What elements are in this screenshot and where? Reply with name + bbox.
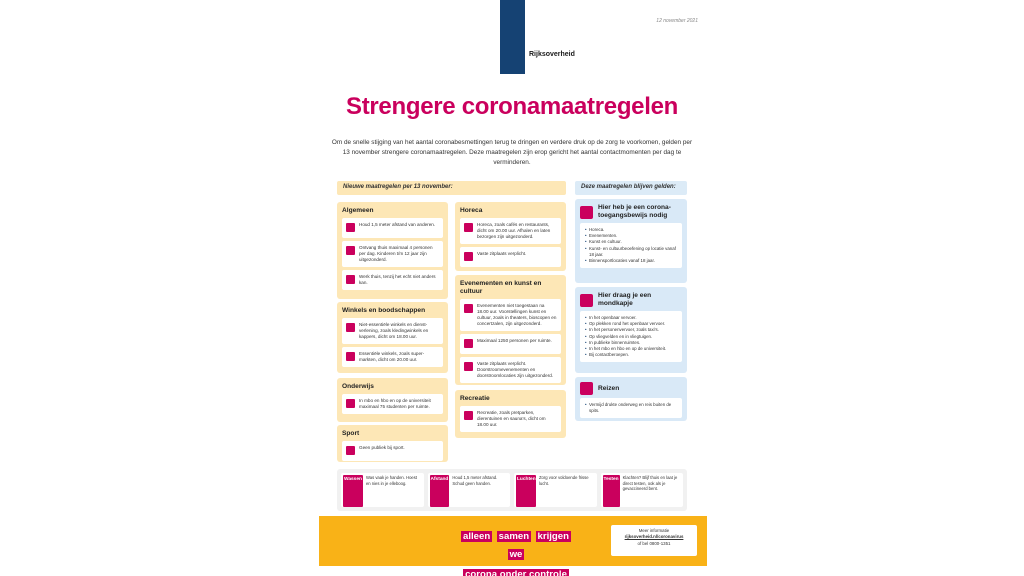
tip-luchten: Luchten Zorg voor voldoende frisse lucht. [514,473,597,507]
travel-list [580,398,682,418]
more-info-label: Meer informatie [638,528,670,533]
card-title: Algemeen [342,207,374,214]
card-mondkapje [575,287,687,373]
list-item: Houd 1,5 meter afstand van anderen. [342,218,443,238]
page-title: Strengere coronamaatregelen [345,93,679,120]
card-title: Hier heb je een corona-toegangsbewijs nodig [580,204,682,220]
card-title: Reizen [580,382,682,395]
list-item: In mbo en hbo en op de universiteit maximaal 75 studenten per ruimte. [342,394,443,414]
card-title: Evenementen en kunst en cultuur [460,280,542,295]
card-title: Horeca [460,207,483,214]
seat-icon [464,252,473,261]
list-item: • Kunst en cultuur. [585,239,677,245]
list-item: Ontvang thuis maximaal 4 personen per dag. Kinderen t/m 12 jaar zijn uitgezonderd. [342,241,443,267]
students-icon [346,399,355,408]
card-winkels [337,302,448,373]
qr-code-icon [580,206,593,219]
list-item: • In publieke binnenruimtes. [585,340,677,346]
card-title: Onderwijs [342,383,374,390]
list-item: • In het mbo en hbo en op de universiteit. [585,346,677,352]
card-reizen [575,377,687,421]
card-horeca [455,202,566,271]
brand-name: Rijksoverheid [529,51,575,58]
document-date: 12 november 2021 [656,18,698,24]
access-pass-list [580,223,682,268]
phone-number: of bel 0800-1351 [637,540,671,546]
list-item: • Evenementen. [585,233,677,239]
list-item: • Horeca. [585,227,677,233]
restaurant-icon [464,223,473,232]
card-onderwijs [337,378,448,422]
slogan [451,525,581,576]
list-item: • In het openbaar vervoer. [585,315,677,321]
card-title: Recreatie [460,395,490,402]
list-item: • Kunst- en cultuurbeoefening op locatie vanaf 18 jaar. [585,246,677,258]
slogan-word: we [509,549,523,560]
list-item: Vaste zitplaats verplicht. Doorstroomevenementen en doorstroomlocaties zijn uitgezonderd. [460,357,561,383]
list-item: • Bij contactberoepen. [585,352,677,358]
list-item: Recreatie, zoals pretparken, dierentuinen en sauna's, dicht om 18.00 uur. [460,406,561,432]
house-icon [346,246,355,255]
list-item: Werk thuis, tenzij het echt niet anders kan. [342,270,443,290]
seat-icon [464,362,473,371]
rijksoverheid-logo-bar [500,0,525,74]
coat-of-arms-icon [1003,50,1022,70]
tip-wassen: Wassen Was vaak je handen. Hoest en nies in je elleboog. [341,473,424,507]
people-icon [464,339,473,348]
intro-text: Om de snelle stijging van het aantal coronabesmettingen terug te dringen en verdere druk op de zorg te voorkomen, gelden per 13 november strengere coronamaatregelen. Deze maatregelen zijn erop gericht het aantal contactmomenten per dag te verminderen. [331,139,693,166]
list-item: • Vermijd drukte onderweg en reis buiten de spits. [585,402,677,414]
slogan-word: samen [498,531,530,542]
train-icon [580,382,593,395]
tip-label: Testen [603,475,620,507]
list-item: • Binnensportlocaties vanaf 18 jaar. [585,258,677,264]
card-title: Hier draag je een mondkapje [580,292,682,308]
tip-testen: Testen Klachten? Blijf thuis en laat je direct testen, ook als je gevaccineerd bent. [601,473,684,507]
list-item: Essentiële winkels, zoals super-markten, dicht om 20.00 uur. [342,347,443,367]
card-toegangsbewijs [575,199,687,283]
face-mask-list [580,311,682,362]
shirt-icon [346,323,355,332]
slogan-word: alleen [463,531,491,542]
tip-label: Afstand [430,475,450,507]
list-item: Vaste zitplaats verplicht. [460,247,561,267]
list-item: Horeca, zoals cafés en restaurants, dicht om 20.00 uur. Afhalen en laten bezorgen zijn uitgezonderd. [460,218,561,244]
no-audience-icon [346,446,355,455]
theater-icon [464,304,473,313]
slogan-word: krijgen [537,531,569,542]
list-item: Niet-essentiële winkels en dienst-verlening, zoals kledingwinkels en kappers, dicht om 18.00 uur. [342,318,443,344]
more-info-box [611,525,697,556]
card-evenementen [455,275,566,385]
card-sport [337,425,448,462]
card-algemeen [337,202,448,299]
new-measures-heading: Nieuwe maatregelen per 13 november: [337,181,566,195]
slogan-word: corona onder controle [463,569,569,576]
card-recreatie [455,390,566,438]
list-item: Geen publiek bij sport. [342,441,443,461]
tip-afstand: Afstand Houd 1,5 meter afstand. Schud geen handen. [428,473,511,507]
distance-icon [346,223,355,232]
tip-label: Luchten [516,475,536,507]
tip-label: Wassen [343,475,363,507]
hygiene-tips [337,469,687,511]
cart-icon [346,352,355,361]
card-title: Winkels en boodschappen [342,307,426,314]
list-item: Evenementen niet toegestaan na 18.00 uur. Voorstellingen kunst en cultuur, zoals in theaters, bioscopen en concertzalen, zijn uitgezonderd. [460,299,561,331]
list-item: • Op vliegvelden en in vliegtuigen. [585,334,677,340]
more-info-link[interactable]: rijksoverheid.nl/coronavirus [624,534,684,540]
slide-icon [464,411,473,420]
list-item: • In het personenvervoer, zoals taxi's. [585,327,677,333]
list-item: Maximaal 1250 personen per ruimte. [460,334,561,354]
laptop-icon [346,275,355,284]
kept-measures-heading: Deze maatregelen blijven gelden: [575,181,687,195]
card-title: Sport [342,430,360,437]
face-mask-icon [580,294,593,307]
list-item: • Op plekken rond het openbaar vervoer. [585,321,677,327]
